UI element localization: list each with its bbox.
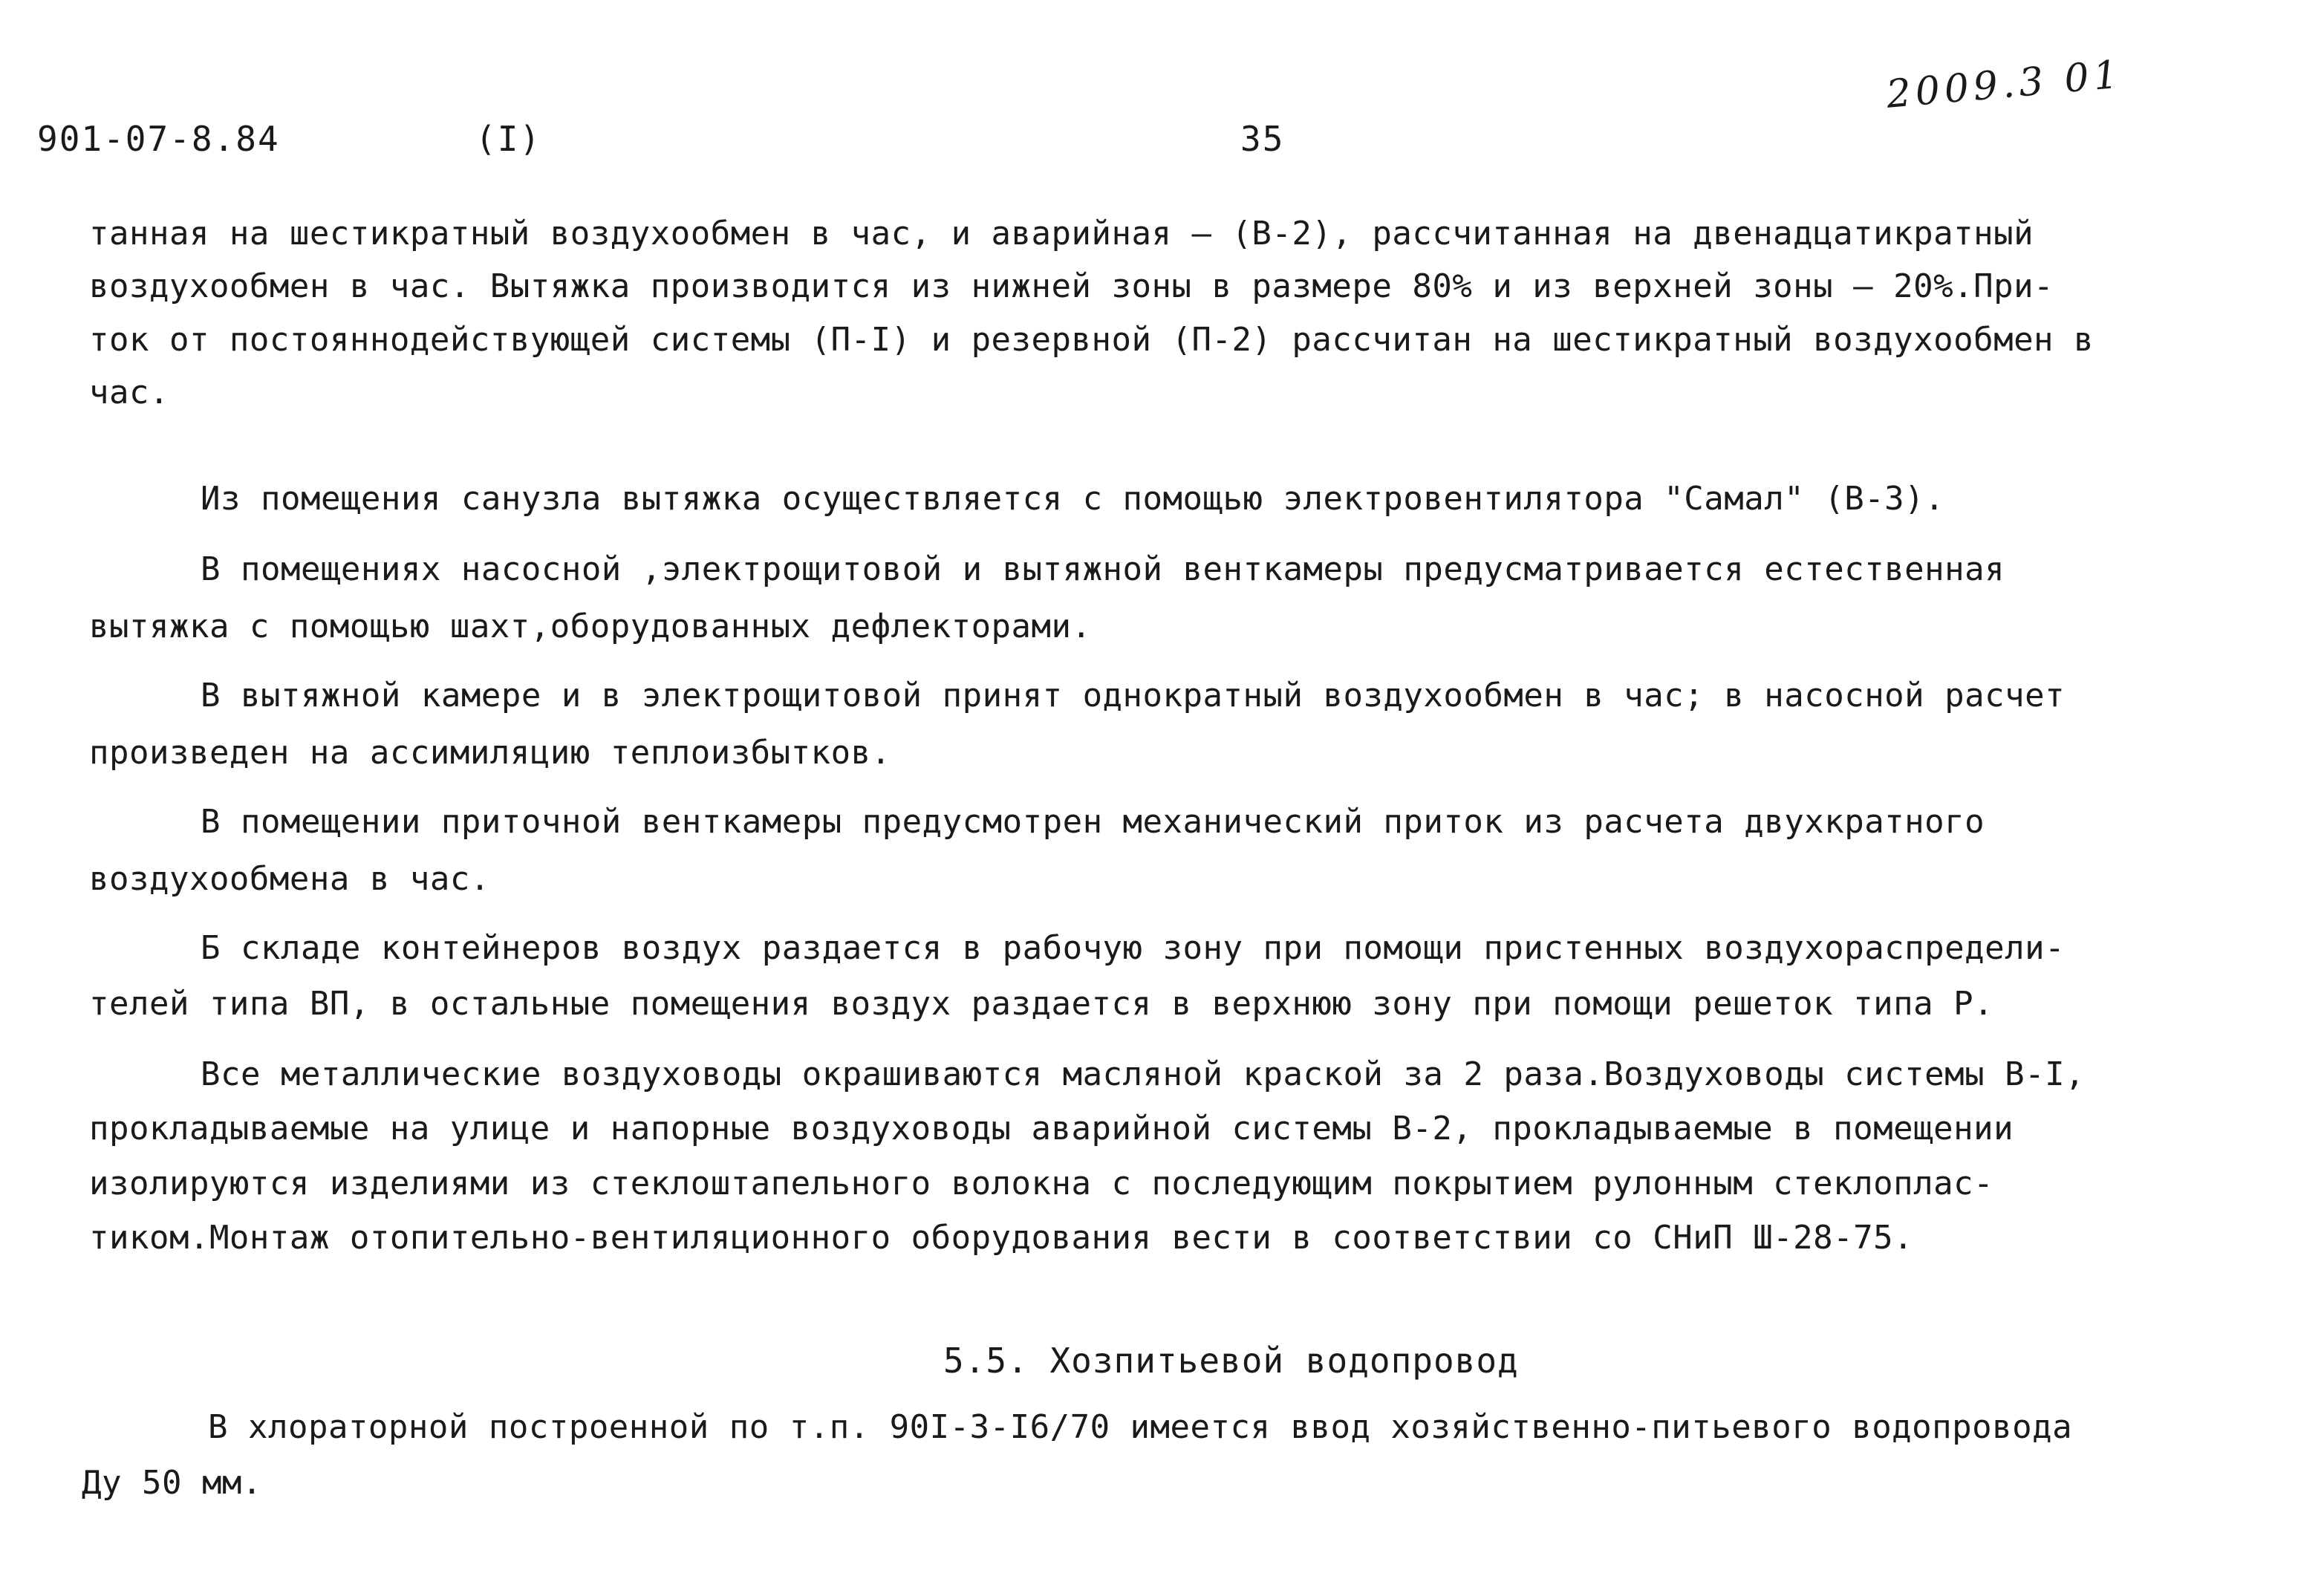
paragraph-line: прокладываемые на улице и напорные воздуховоды аварийной системы В-2, прокладываемые в помещении	[89, 1110, 2014, 1147]
paragraph-line: В помещениях насосной ,электрощитовой и вытяжной венткамеры предусматривается естественная	[201, 550, 2005, 588]
section-heading: 5.5. Хозпитьевой водопровод	[943, 1341, 1519, 1381]
paragraph-line: танная на шестикратный воздухообмен в час, и аварийная – (В-2), рассчитанная на двенадцатикратный	[89, 215, 2034, 253]
paragraph-line: В помещении приточной венткамеры предусмотрен механический приток из расчета двухкратного	[201, 803, 1985, 841]
paragraph-line: произведен на ассимиляцию теплоизбытков.	[89, 734, 891, 772]
paragraph-line: воздухообмен в час. Вытяжка производится из нижней зоны в размере 80% и из верхней зоны – 20%.При-	[89, 267, 2054, 305]
handwritten-note: 2009.3 01	[1884, 52, 2125, 117]
paragraph-line: Б складе контейнеров воздух раздается в рабочую зону при помощи пристенных воздухораспредели-	[201, 929, 2066, 967]
paragraph-line: В хлораторной построенной по т.п. 90I-3-I6/70 имеется ввод хозяйственно-питьевого водопровода	[208, 1408, 2073, 1446]
paragraph-line: Ду 50 мм.	[82, 1464, 262, 1502]
paragraph-line: Все металлические воздуховоды окрашиваются масляной краской за 2 раза.Воздуховоды системы В-I,	[201, 1055, 2086, 1093]
paragraph-line: изолируются изделиями из стеклоштапельного волокна с последующим покрытием рулонным стеклоплас-	[89, 1165, 1994, 1202]
paragraph-line: ток от постояннодействующей системы (П-I) и резервной (П-2) рассчитан на шестикратный воздухообмен в	[89, 321, 2094, 359]
paragraph-line: В вытяжной камере и в электрощитовой принят однократный воздухообмен в час; в насосной расчет	[201, 677, 2066, 714]
paragraph-line: час.	[89, 374, 169, 411]
paragraph-line: воздухообмена в час.	[89, 860, 490, 898]
page-number: 35	[1240, 119, 1285, 159]
paragraph-line: вытяжка с помощью шахт,оборудованных дефлекторами.	[89, 608, 1092, 645]
paragraph-line: Из помещения санузла вытяжка осуществляется с помощью электровентилятора "Самал" (В-3).	[201, 480, 1945, 518]
document-code: 901-07-8.84	[37, 119, 280, 159]
sheet-part: (I)	[475, 119, 542, 159]
paragraph-line: тиком.Монтаж отопительно-вентиляционного оборудования вести в соответствии со СНиП Ш-28-75.	[89, 1219, 1914, 1257]
paragraph-line: телей типа ВП, в остальные помещения воздух раздается в верхнюю зону при помощи решеток типа Р.	[89, 985, 1994, 1023]
